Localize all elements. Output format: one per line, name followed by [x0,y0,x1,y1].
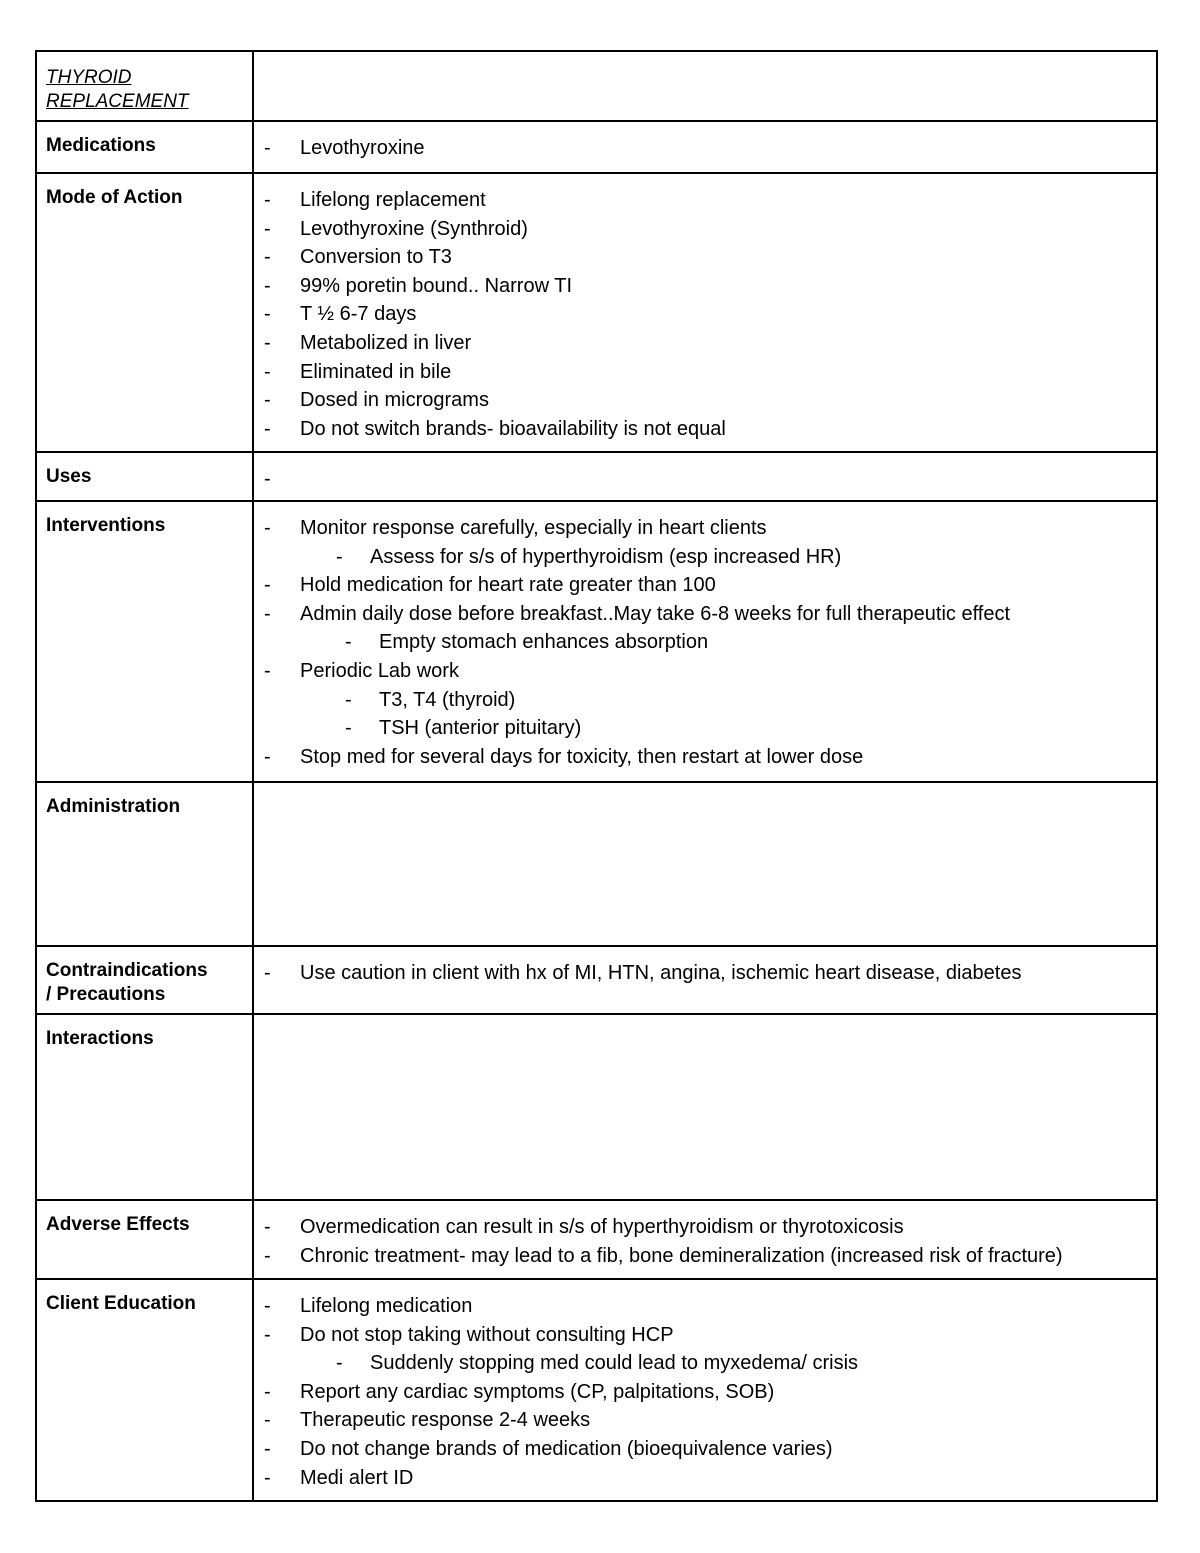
row-content [253,1014,1157,1200]
row-content [253,121,1157,173]
row-label: Interactions [36,1014,253,1200]
title-cell [36,51,253,121]
list-item: - Report any cardiac symptoms (CP, palpitations, SOB) [264,1380,775,1403]
list-item: - 99% poretin bound.. Narrow TI [264,274,573,297]
title-line-1: THYROID [46,67,132,88]
list-item: - Do not change brands of medication (bioequivalence varies) [264,1437,833,1460]
list-item: - Lifelong medication [264,1295,473,1317]
list-item: - Conversion to T3 [264,246,452,269]
row-label-line-2: / Precautions [46,984,166,1005]
mode-of-action-list [264,186,1148,443]
list-item: - Periodic Lab work [264,659,459,682]
list-item: - Overmedication can result in s/s of hyperthyroidism or thyrotoxicosis [264,1216,904,1238]
table-row-interactions [36,1014,1157,1200]
contraindications-list [264,959,1148,988]
list-item: - Levothyroxine (Synthroid) [264,217,528,240]
list-item: - Dosed in micrograms [264,389,489,412]
list-item: - Use caution in client with hx of MI, HTN, angina, ischemic heart disease, diabetes [264,962,1022,984]
list-subitem: - Suddenly stopping med could lead to myxedema/ crisis [336,1352,859,1375]
row-label: Administration [36,782,253,946]
row-label: Adverse Effects [36,1200,253,1279]
row-label: Uses [36,452,253,501]
list-item: - T ½ 6-7 days [264,303,417,326]
title-content-cell [253,51,1157,121]
list-subitem: - TSH (anterior pituitary) [345,717,582,740]
row-content [253,1200,1157,1279]
table-row-mode-of-action [36,173,1157,452]
interventions-list [264,514,1148,771]
row-content [253,782,1157,946]
list-item: - Eliminated in bile [264,360,452,383]
table-row-adverse-effects [36,1200,1157,1279]
list-item: - Admin daily dose before breakfast..May take 6-8 weeks for full therapeutic effect [264,602,1010,625]
row-content [253,946,1157,1014]
row-content [253,1279,1157,1501]
row-label: Client Education [36,1279,253,1501]
table-row-contraindications [36,946,1157,1014]
table-row-title [36,51,1157,121]
list-subitem: - Empty stomach enhances absorption [345,631,709,654]
table-row-interventions [36,501,1157,782]
list-item: - Lifelong replacement [264,189,486,211]
table-row-administration [36,782,1157,946]
list-subitem: - T3, T4 (thyroid) [345,688,516,711]
adverse-effects-list [264,1213,1148,1270]
document-page [35,50,1158,1502]
list-item: - Levothyroxine [264,137,425,159]
row-content [253,173,1157,452]
row-content: - [253,452,1157,501]
row-label: Medications [36,121,253,173]
document-title [46,64,244,114]
list-item: - Metabolized in liver [264,331,472,354]
list-item: - Therapeutic response 2-4 weeks [264,1409,591,1432]
list-item: - Chronic treatment- may lead to a fib, bone demineralization (increased risk of fracture) [264,1244,1063,1267]
table-row-medications [36,121,1157,173]
list-item: - Do not stop taking without consulting HCP [264,1323,674,1346]
list-item: - Monitor response carefully, especially in heart clients [264,517,767,539]
list-item: - Medi alert ID [264,1466,414,1489]
table-row-uses [36,452,1157,501]
list-item: - Hold medication for heart rate greater than 100 [264,574,716,597]
client-education-list [264,1292,1148,1492]
row-label: Interventions [36,501,253,782]
medications-list [264,134,1148,163]
drug-info-table [35,50,1158,1502]
list-item: - Stop med for several days for toxicity, then restart at lower dose [264,745,864,768]
row-label [36,946,253,1014]
row-content [253,501,1157,782]
title-line-2: REPLACEMENT [46,91,189,112]
row-label-line-1: Contraindications [46,960,208,981]
list-item: - Do not switch brands- bioavailability is not equal [264,417,726,440]
table-row-client-education [36,1279,1157,1501]
row-label: Mode of Action [36,173,253,452]
list-subitem: - Assess for s/s of hyperthyroidism (esp increased HR) [336,545,842,568]
